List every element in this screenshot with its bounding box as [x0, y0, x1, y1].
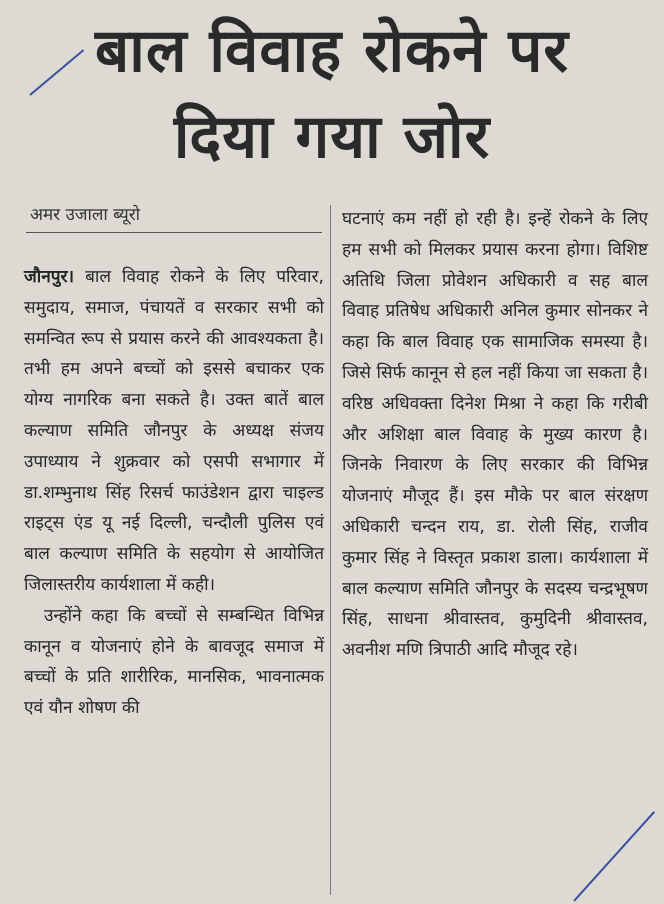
- article-column-left: [24, 262, 324, 724]
- byline-divider: [26, 232, 322, 233]
- headline-line-2: दिया गया जोर: [173, 102, 491, 172]
- pen-mark-bottom: [573, 811, 655, 902]
- byline: अमर उजाला ब्यूरो: [30, 205, 141, 225]
- dateline: जौनपुर।: [24, 267, 75, 287]
- headline-line-1: बाल विवाह रोकने पर: [95, 16, 569, 86]
- column-divider: [330, 205, 331, 895]
- article-paragraph-3: घटनाएं कम नहीं हो रही है। इन्हें रोकने के लिए हम सभी को मिलकर प्रयास करना होगा। विशिष्ट अतिथि जिला प्रोवेशन अधिकारी व सह बाल विवाह प्रतिषेध अधिकारी अनिल कुमार सोनकर ने कहा कि बाल विवाह एक सामाजिक समस्या है। जिसे सिर्फ कानून से हल नहीं किया जा सकता है। वरिष्ठ अधिवक्ता दिनेश मिश्रा ने कहा कि गरीबी और अशिक्षा बाल विवाह के मुख्य कारण है। जिनके निवारण के लिए सरकार की विभिन्न योजनाएं मौजूद हैं। इस मौके पर बाल संरक्षण अधिकारी चन्दन राय, डा. रोली सिंह, राजीव कुमार सिंह ने विस्तृत प्रकाश डाला। कार्यशाला में बाल कल्याण समिति जौनपुर के सदस्य चन्द्रभूषण सिंह, साधना श्रीवास्तव, कुमुदिनी श्रीवास्तव, अवनीश मणि त्रिपाठी आदि मौजूद रहे।: [342, 209, 648, 661]
- article-column-right: [342, 204, 648, 666]
- article-paragraph-2: उन्होंने कहा कि बच्चों से सम्बन्धित विभिन्न कानून व योजनाएं होने के बावजूद समाज में बच्चों के प्रति शारीरिक, मानसिक, भावनात्मक एवं यौन शोषण की: [24, 605, 324, 719]
- article-paragraph-1: [24, 262, 324, 601]
- paragraph-1-text: बाल विवाह रोकने के लिए परिवार, समुदाय, समाज, पंचायतें व सरकार सभी को समन्वित रूप से प्रयास करने की आवश्यकता है। तभी हम अपने बच्चों को इससे बचाकर एक योग्य नागरिक बना सकते है। उक्त बातें बाल कल्याण समिति जौनपुर के अध्यक्ष संजय उपाध्याय ने शुक्रवार को एसपी सभागार में डा.शम्भुनाथ सिंह रिसर्च फाउंडेशन द्वारा चाइल्ड राइट्स एंड यू नई दिल्ली, चन्दौली पुलिस एवं बाल कल्याण समिति के सहयोग से आयोजित जिलास्तरीय कार्यशाला में कही।: [24, 267, 324, 595]
